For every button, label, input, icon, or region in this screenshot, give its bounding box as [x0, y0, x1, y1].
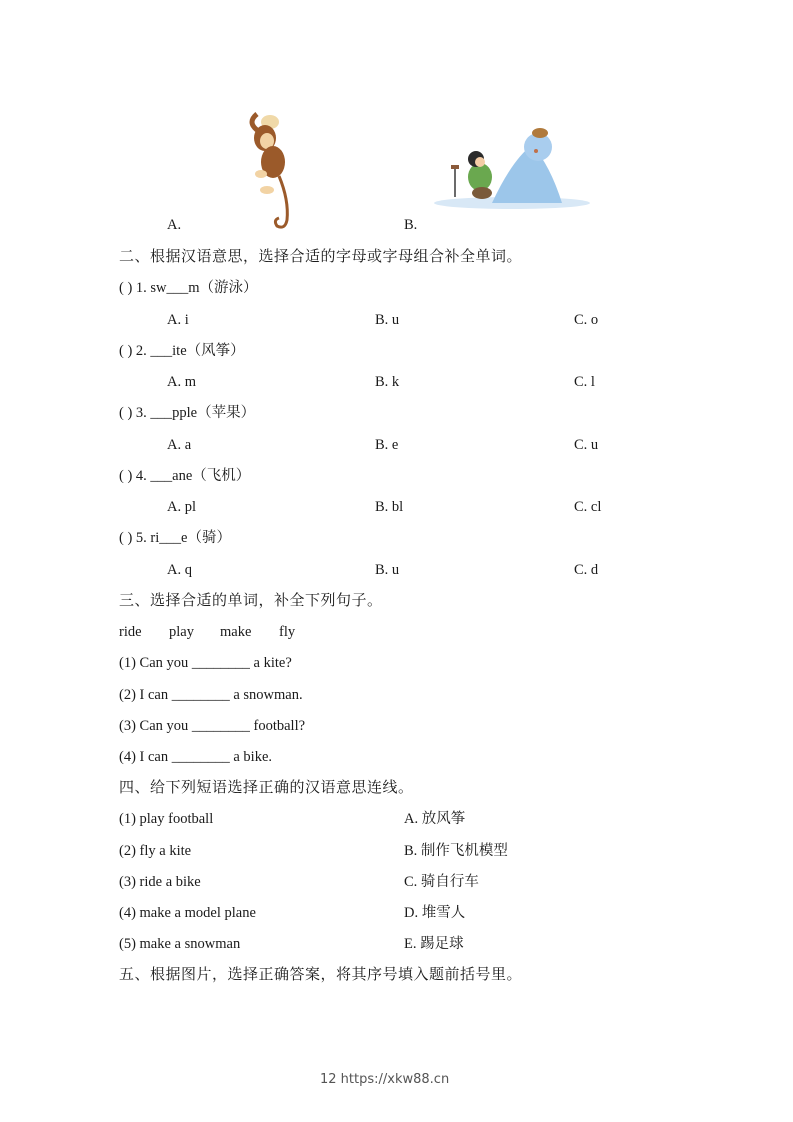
section5-title: 五、根据图片，选择正确答案，将其序号填入题前括号里。: [119, 967, 523, 983]
question-1-option-a: A. i: [167, 312, 189, 328]
question-5-option-a: A. q: [167, 562, 192, 578]
word-bank-ride: ride: [119, 624, 142, 640]
question-3-option-b: B. e: [375, 437, 399, 453]
monkey-picture: [243, 110, 303, 232]
question-2-option-a: A. m: [167, 374, 196, 390]
question-5-option-b: B. u: [375, 562, 400, 578]
word-bank-make: make: [220, 624, 252, 640]
question-3-option-a: A. a: [167, 437, 192, 453]
question-1-stem: ( ) 1. sw___m（游泳）: [119, 280, 258, 296]
question-5-option-c: C. d: [574, 562, 599, 578]
sentence-3: (3) Can you ________ football?: [119, 718, 306, 734]
word-bank-play: play: [169, 624, 194, 640]
meaning-b: B. 制作飞机模型: [404, 843, 508, 859]
section2-title: 二、根据汉语意思，选择合适的字母或字母组合补全单词。: [119, 249, 523, 265]
section3-title: 三、选择合适的单词，补全下列句子。: [119, 593, 383, 609]
phrase-4: (4) make a model plane: [119, 905, 256, 921]
phrase-1: (1) play football: [119, 811, 214, 827]
picture-option-b-label: B.: [404, 217, 418, 233]
phrase-2: (2) fly a kite: [119, 843, 192, 859]
question-4-option-c: C. cl: [574, 499, 602, 515]
word-bank-fly: fly: [279, 624, 296, 640]
question-5-stem: ( ) 5. ri___e（骑）: [119, 530, 231, 546]
meaning-c: C. 骑自行车: [404, 874, 479, 890]
question-2-option-b: B. k: [375, 374, 400, 390]
question-4-option-a: A. pl: [167, 499, 196, 515]
picture-option-a-label: A.: [167, 217, 182, 233]
girl-making-snowman-picture: [432, 125, 592, 210]
phrase-3: (3) ride a bike: [119, 874, 201, 890]
meaning-d: D. 堆雪人: [404, 905, 466, 921]
question-2-stem: ( ) 2. ___ite（风筝）: [119, 343, 245, 359]
section4-title: 四、给下列短语选择正确的汉语意思连线。: [119, 780, 414, 796]
question-4-option-b: B. bl: [375, 499, 404, 515]
meaning-e: E. 踢足球: [404, 936, 464, 952]
sentence-2: (2) I can ________ a snowman.: [119, 687, 303, 703]
question-3-stem: ( ) 3. ___pple（苹果）: [119, 405, 256, 421]
page-footer: 12 https://xkw88.cn: [320, 1072, 450, 1087]
question-3-option-c: C. u: [574, 437, 599, 453]
question-2-option-c: C. l: [574, 374, 595, 390]
question-1-option-b: B. u: [375, 312, 400, 328]
question-4-stem: ( ) 4. ___ane（飞机）: [119, 468, 251, 484]
question-1-option-c: C. o: [574, 312, 599, 328]
sentence-1: (1) Can you ________ a kite?: [119, 655, 292, 671]
sentence-4: (4) I can ________ a bike.: [119, 749, 273, 765]
meaning-a: A. 放风筝: [404, 811, 466, 827]
phrase-5: (5) make a snowman: [119, 936, 241, 952]
